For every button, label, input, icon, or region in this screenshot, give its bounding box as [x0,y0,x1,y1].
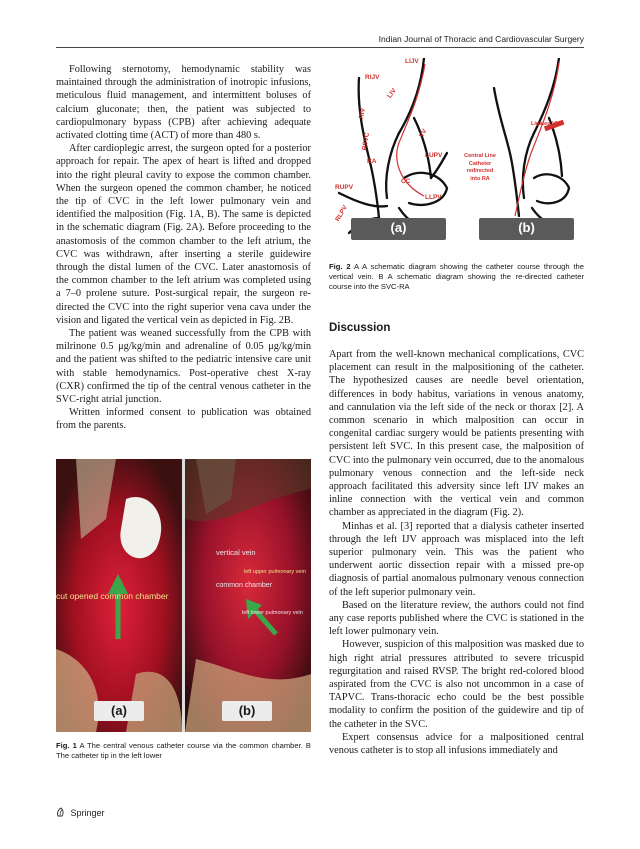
caption-text: A The central venous catheter course via the common chamber. B The catheter tip in the left lower [56,741,311,760]
figure-1-photo [56,459,311,732]
paragraph: Based on the literature review, the authors could not find any case reports published where the CVC is stationed in the left lower pulmonary vein. [329,599,584,638]
label-liv: LIV [386,87,398,100]
label-cut-opened-common-chamber: cut opened common chamber [56,591,169,601]
label-ligated-vv: Ligated VV [531,121,560,127]
paragraph: Written informed consent to publication was obtained from the parents. [56,407,311,432]
label-left-lower-pulmonary-vein: left lower pulmonary vein [242,610,303,616]
paragraph: However, suspicion of this malposition was masked due to high right atrial pressures attributed to severe tricuspid regurgitation and raised RVSP. The bright red-colored blood aspirated from the CVC is also not uncommon in a case of TAPVC. Trans-thoracic echo could be the best possible modality to confirm the position of the guidewire and tip of the catheter in the SVC. [329,639,584,730]
label-rlpv: RLPV [334,204,350,223]
paragraph: The patient was weaned successfully from the CPB with milrinone 0.5 μg/kg/min and adrenaline of 0.05 μg/kg/min and the patient was shifted to the pediatric intensive care unit with stable hemodynamics. Post-operative chest X-ray (CXR) confirmed the tip of the central venous catheter in the SVC-right atrial junction. [56,328,311,406]
right-column [329,348,584,757]
caption-label: Fig. 2 [329,262,351,271]
label-cc: CC [401,178,411,185]
publisher-name: Springer [70,808,105,818]
label-lupv: LUPV [425,152,443,159]
journal-title: Indian Journal of Thoracic and Cardiovascular Surgery [378,34,584,44]
paragraph: After cardioplegic arrest, the surgeon opted for a posterior approach for repair. The apex of heart is lifted and dropped into the right pleural cavity to expose the common chamber. When the surgeon opened the common chamber, he noticed the tip of CVC in the left lower pulmonary vein and identified the malposition (Fig. 1A, B). The same is depicted in the schematic diagram (Fig. 2A). Before proceeding to the anastomosis of the common chamber to the left atrium, the CVC was withdrawn, after inserting a sterile guidewire through the distal lumen of the CVC. Later anastomosis of the common chamber to the left atrium was completed using a 7–0 prolene suture. Post-surgical repair, the surgeon re-directed the CVC into the right superior vena cava under the vision and ligated the vertical vein as depicted in Fig. 2B. [56,143,311,326]
paragraph: Following sternotomy, hemodynamic stability was maintained through the administration of inotropic infusions, meticulous fluid management, and intermittent boluses of calcium gluconate; then, the patient was subjected to cardiopulmonary bypass (CPB) after achieving adequate activated clotting time (ACT) of more than 480 s. [56,64,311,142]
label-riv: RIV [358,107,367,120]
panel-label-a: (a) [390,220,407,235]
left-column [56,63,311,433]
figure-2-caption [329,262,584,292]
section-heading-discussion: Discussion [329,322,391,334]
label-rupv: RUPV [335,184,354,191]
label-vertical-vein: vertical vein [216,548,256,557]
label-lijv: LIJV [405,58,419,65]
paragraph: Expert consensus advice for a malpositioned central venous catheter is to stop all infusions immediately and [329,731,584,757]
figure-2-schematic [329,58,584,248]
caption-text: A A schematic diagram showing the catheter course through the vertical vein. B A schematic diagram showing the re-directed catheter course into the SVC-RA [329,262,584,291]
paragraph: Minhas et al. [3] reported that a dialysis catheter inserted through the left IJV approach was misplaced into the left superior pulmonary vein. This was the patient who underwent aortic dissection repair with a missed pre-op diagnosis of partial anomalous pulmonary venous connection of the left superior pulmonary vein. [329,520,584,598]
label-line: Catheter [468,160,492,167]
paragraph: Apart from the well-known mechanical complications, CVC placement can result in the malpositioning of the catheter. The hypothesized causes are needle bevel orientation, differences in body habitus, variations in venous anatomy, and cannulation via the left side of the neck or thorax [2]. A common scenario in which malposition can occur in congenital cardiac surgery would be patients presenting with persistent left SVC. In this present case, the malposition of CVC into the pulmonary vein occurred, due to the anomalous pulmonary venous connection and the left-side neck approach facilitated this adversity since left IJV makes an inline connection with the vertical vein and common chamber as appreciated in the diagram (Fig. 2). [329,349,584,519]
figure-1-caption [56,741,311,761]
springer-logo-icon [56,807,65,817]
label-left-upper-pulmonary-vein: left upper pulmonary vein [244,569,306,575]
panel-label-a: (a) [94,701,144,721]
label-central-line-redirected [460,153,500,183]
label-common-chamber: common chamber [216,582,273,589]
label-line: into RA [470,175,490,182]
label-vv: VV [418,127,429,140]
publisher-footer [56,807,105,818]
label-llpv: LLPV [425,194,442,201]
caption-label: Fig. 1 [56,741,77,750]
label-ra: RA [367,158,377,165]
header-rule [56,47,584,48]
label-rijv: RIJV [365,74,380,81]
label-line: redirected [466,168,494,174]
panel-label-b: (b) [222,701,272,721]
label-rsvc: RSVC [361,131,372,152]
panel-label-b: (b) [518,220,535,235]
label-line: Central Line [464,153,496,159]
